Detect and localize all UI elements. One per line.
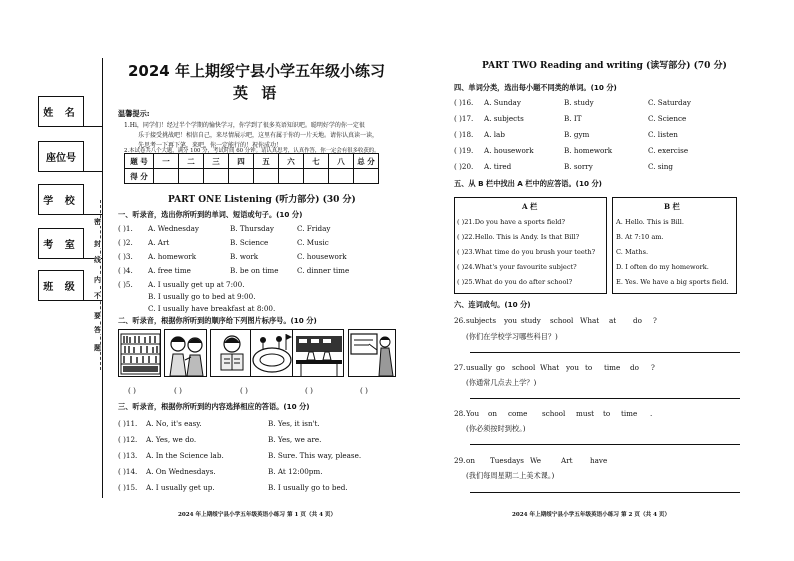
section-heading: 一、听录音，选出你所听到的单词、短语或句子。(10 分): [118, 210, 303, 219]
word-chip: .: [650, 409, 653, 418]
word-chip: school: [550, 316, 574, 325]
answer-line[interactable]: [470, 492, 740, 493]
picture-order-blank[interactable]: ( ): [305, 386, 313, 395]
tips-line: 2.本试卷共八个大题，满分 100 分，考试时间 60 分钟。请认真思考，认真作答，你一定会有很多收获的。: [124, 148, 380, 154]
question-number[interactable]: ( )20.: [454, 162, 474, 171]
option-a: A. subjects: [484, 114, 524, 123]
picture-order-blank[interactable]: ( ): [240, 386, 248, 395]
match-question[interactable]: ( )25.What do you do after school?: [457, 278, 573, 286]
item-number: 26.: [454, 316, 466, 325]
section-heading: 六、连词成句。(10 分): [454, 300, 531, 309]
option-c: C. Friday: [297, 224, 331, 233]
option-b: B. Science: [230, 238, 269, 247]
question-number[interactable]: ( )19.: [454, 146, 474, 155]
question-number[interactable]: ( )18.: [454, 130, 474, 139]
option-b: B. be on time: [230, 266, 279, 275]
section-heading: 三、听录音，根据你所听到的内容选择相应的答语。(10 分): [118, 402, 310, 411]
option-a: A. On Wednesdays.: [146, 467, 216, 476]
question-number[interactable]: ( )12.: [118, 435, 138, 444]
option-a: A. homework: [148, 252, 197, 261]
word-chip: must: [576, 409, 595, 418]
tips-heading: 温馨提示:: [118, 109, 150, 118]
option-b: B. At 12:00pm.: [268, 467, 323, 476]
binding-char: 密: [94, 217, 101, 226]
option-a: A. Art: [148, 238, 170, 247]
class-field-label: 班 级: [43, 282, 79, 293]
exam-subject: 英 语: [233, 84, 281, 102]
column-b-title: B 栏: [664, 202, 680, 211]
chinese-hint: (我们每周星期二上美术课。): [466, 471, 555, 480]
question-number[interactable]: ( )17.: [454, 114, 474, 123]
option-a: A. Wednesday: [148, 224, 199, 233]
part-two-title: PART TWO Reading and writing (读写部分) (70 分): [482, 61, 727, 71]
option-c: C. Music: [297, 238, 329, 247]
word-chip: You: [466, 409, 480, 418]
chinese-hint: (你通常几点去上学？): [466, 378, 537, 387]
match-answer: B. At 7:10 am.: [616, 233, 664, 241]
school-field-box: [38, 184, 84, 215]
word-chip: to: [603, 409, 611, 418]
score-cell: 三: [204, 154, 229, 169]
score-cell: 四: [229, 154, 254, 169]
score-input-cell[interactable]: [179, 169, 204, 184]
option-b: B. IT: [564, 114, 582, 123]
question-number[interactable]: ( )14.: [118, 467, 138, 476]
binding-char: 内: [94, 275, 101, 284]
word-chip: have: [590, 456, 608, 465]
score-table-header-row: [125, 154, 379, 169]
score-input-cell[interactable]: [354, 169, 379, 184]
exam-title: 2024 年上期绥宁县小学五年级小练习: [128, 62, 385, 80]
word-chip: do: [633, 316, 642, 325]
match-question[interactable]: ( )22.Hello. This is Andy. Is that Bill?: [457, 233, 580, 241]
score-input-cell[interactable]: [304, 169, 329, 184]
option-a: A. I usually get up.: [146, 483, 215, 492]
picture-sports-field: [250, 329, 293, 377]
score-input-cell[interactable]: [329, 169, 354, 184]
word-chip: you: [504, 316, 518, 325]
section-heading: 五、从 B 栏中找出 A 栏中的应答语。(10 分): [454, 179, 602, 188]
tips-line: 先思考一下再下笔，来吧，你一定能行的！祝你成功！: [138, 142, 283, 149]
word-chip: subjects: [466, 316, 497, 325]
question-number[interactable]: ( )2.: [118, 238, 133, 247]
word-chip: ?: [653, 316, 657, 325]
word-chip: do: [630, 363, 639, 372]
seat-field-box: [38, 141, 84, 172]
page-footer: 2024 年上期绥宁县小学五年级英语小练习 第 1 页（共 4 页）: [178, 512, 337, 518]
item-number: 28.: [454, 409, 466, 418]
option-a: A. In the Science lab.: [146, 451, 224, 460]
score-cell: 五: [254, 154, 279, 169]
word-chip: ?: [651, 363, 655, 372]
children-icon: [165, 330, 207, 377]
picture-teacher-classroom: [348, 329, 396, 377]
word-chip: school: [542, 409, 566, 418]
word-chip: What: [580, 316, 600, 325]
question-number[interactable]: ( )13.: [118, 451, 138, 460]
score-input-cell[interactable]: [154, 169, 179, 184]
option-c: C. listen: [648, 130, 678, 139]
answer-line[interactable]: [470, 444, 740, 445]
option-a: A. I usually get up at 7:00.: [148, 280, 245, 289]
reading-icon: [211, 330, 253, 377]
binding-char: 要: [94, 311, 101, 320]
chinese-hint: (你们在学校学习哪些科目？): [466, 332, 558, 341]
option-b: B. gym: [564, 130, 590, 139]
score-cell: 七: [304, 154, 329, 169]
option-a: A. No, it's easy.: [146, 419, 202, 428]
word-chip: Tuesdays: [490, 456, 525, 465]
word-chip: school: [512, 363, 536, 372]
option-a: A. tired: [484, 162, 512, 171]
chinese-hint: (你必须按时到校。): [466, 424, 526, 433]
score-table: [124, 153, 379, 184]
option-a: A. Sunday: [484, 98, 521, 107]
word-chip: We: [530, 456, 542, 465]
match-question[interactable]: ( )24.What's your favourite subject?: [457, 263, 577, 271]
score-cell: 八: [329, 154, 354, 169]
match-question[interactable]: ( )23.What time do you brush your teeth?: [457, 248, 596, 256]
bookshelf-icon: [119, 330, 161, 377]
school-field-label: 学 校: [43, 196, 79, 207]
seat-field-label: 座位号: [46, 153, 76, 164]
match-answer: E. Yes. We have a big sports field.: [616, 278, 729, 286]
binding-char: 线: [94, 255, 101, 264]
question-number[interactable]: ( )5.: [118, 280, 133, 289]
answer-line[interactable]: [470, 352, 740, 353]
picture-library: [118, 329, 161, 377]
word-chip: time: [621, 409, 638, 418]
score-input-cell[interactable]: [204, 169, 229, 184]
word-chip: What: [540, 363, 560, 372]
picture-science-lab: [292, 329, 344, 377]
option-b: B. Yes, we are.: [268, 435, 322, 444]
option-a: A. Yes, we do.: [146, 435, 197, 444]
tips-line: 乐于接受挑战吧！相信自己，来尽情展示吧，这里有属于你的一片天地。请你认真读一读，: [138, 132, 379, 139]
binding-char: 不: [94, 291, 101, 300]
score-cell: 题 号: [125, 154, 154, 169]
option-b: B. I usually go to bed.: [268, 483, 348, 492]
picture-girl-reading: [210, 329, 253, 377]
lab-icon: [293, 330, 344, 377]
option-b: B. Thursday: [230, 224, 274, 233]
picture-friends: [164, 329, 207, 377]
question-number[interactable]: ( )1.: [118, 224, 133, 233]
word-chip: on: [488, 409, 497, 418]
teacher-icon: [349, 330, 396, 377]
match-answer: D. I often do my homework.: [616, 263, 709, 271]
option-b: B. homework: [564, 146, 613, 155]
score-cell: 总 分: [354, 154, 379, 169]
binding-char: 答: [94, 325, 101, 334]
word-chip: study: [521, 316, 541, 325]
part-one-title: PART ONE Listening (听力部分) (30 分): [168, 195, 356, 205]
option-b: B. work: [230, 252, 259, 261]
tips-line: 1.Hi，同学们！经过半个学期的愉快学习，你学到了很多英语知识吧。聪明好学的你一定很: [124, 122, 365, 129]
column-a-title: A 栏: [522, 202, 538, 211]
item-number: 29.: [454, 456, 466, 465]
option-b: B. study: [564, 98, 594, 107]
option-a: A. free time: [148, 266, 191, 275]
page-footer: 2024 年上期绥宁县小学五年级英语小练习 第 2 页（共 4 页）: [512, 512, 671, 518]
match-answer: A. Hello. This is Bill.: [616, 218, 684, 226]
picture-order-blank[interactable]: ( ): [360, 386, 368, 395]
class-field-box: [38, 270, 84, 301]
binding-line: [102, 58, 103, 498]
score-input-cell[interactable]: [254, 169, 279, 184]
option-c: C. sing: [648, 162, 674, 171]
question-number[interactable]: ( )15.: [118, 483, 138, 492]
binding-char: 封: [94, 239, 101, 248]
score-input-cell[interactable]: [229, 169, 254, 184]
match-question[interactable]: ( )21.Do you have a sports field?: [457, 218, 566, 226]
option-b: B. I usually go to bed at 9:00.: [148, 292, 256, 301]
score-cell: 一: [154, 154, 179, 169]
option-a: A. lab: [484, 130, 505, 139]
name-field-box: [38, 96, 84, 127]
word-chip: at: [609, 316, 617, 325]
question-number[interactable]: ( )4.: [118, 266, 133, 275]
picture-order-blank[interactable]: ( ): [128, 386, 136, 395]
score-cell: 得 分: [125, 169, 154, 184]
word-chip: go: [496, 363, 505, 372]
word-chip: usually: [466, 363, 492, 372]
option-b: B. sorry: [564, 162, 593, 171]
room-field-label: 考 室: [43, 240, 79, 251]
section-heading: 四、单词分类，选出每小题不同类的单词。(10 分): [454, 83, 617, 92]
option-b: B. Yes, it isn't.: [268, 419, 320, 428]
item-number: 27.: [454, 363, 466, 372]
section-heading: 二、听录音，根据你所听到的顺序给下列图片标序号。(10 分): [118, 316, 317, 325]
name-field-label: 姓 名: [43, 108, 79, 119]
name-field-line[interactable]: [84, 126, 102, 127]
option-c: C. Saturday: [648, 98, 691, 107]
seat-field-line[interactable]: [84, 171, 102, 172]
question-number[interactable]: ( )16.: [454, 98, 474, 107]
word-chip: on: [466, 456, 475, 465]
match-answer: C. Maths.: [616, 248, 649, 256]
score-cell: 二: [179, 154, 204, 169]
question-number[interactable]: ( )11.: [118, 419, 138, 428]
answer-line[interactable]: [470, 398, 740, 399]
option-c: C. dinner time: [297, 266, 350, 275]
score-input-cell[interactable]: [279, 169, 304, 184]
option-c: C. Science: [648, 114, 687, 123]
word-chip: to: [585, 363, 593, 372]
option-c: C. I usually have breakfast at 8:00.: [148, 304, 276, 313]
room-field-box: [38, 228, 84, 259]
option-b: B. Sure. This way, please.: [268, 451, 362, 460]
score-table-score-row: [125, 169, 379, 184]
option-a: A. housework: [484, 146, 534, 155]
sports-field-icon: [251, 330, 293, 377]
word-chip: Art: [561, 456, 573, 465]
word-chip: come: [508, 409, 528, 418]
score-cell: 六: [279, 154, 304, 169]
binding-char: 题: [94, 343, 101, 352]
word-chip: time: [604, 363, 621, 372]
option-c: C. exercise: [648, 146, 689, 155]
word-chip: you: [566, 363, 580, 372]
picture-order-blank[interactable]: ( ): [174, 386, 182, 395]
question-number[interactable]: ( )3.: [118, 252, 133, 261]
option-c: C. housework: [297, 252, 347, 261]
